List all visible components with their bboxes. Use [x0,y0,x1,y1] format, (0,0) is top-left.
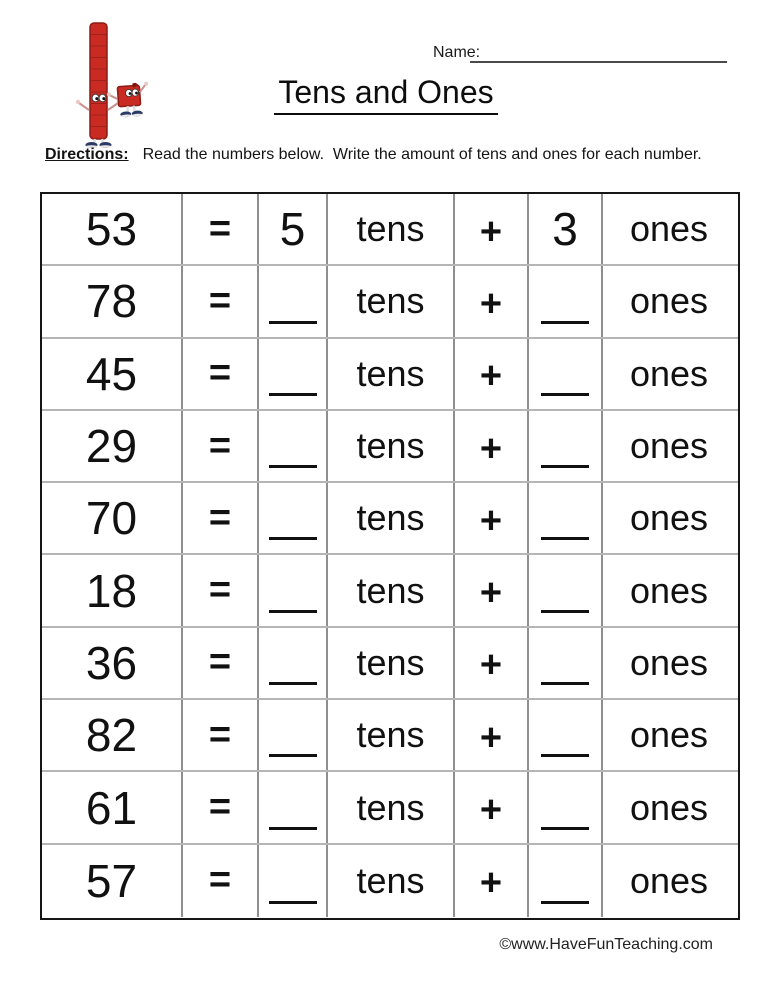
table-row [42,483,738,555]
tens-label: tens [328,628,455,698]
tens-label: tens [328,555,455,625]
ones-value-cell [529,555,603,625]
blank-line [541,321,589,324]
blank-line [269,901,317,904]
table-row [42,555,738,627]
page-title: Tens and Ones [274,74,497,115]
blank-line [541,537,589,540]
copyright-credit: ©www.HaveFunTeaching.com [499,936,713,953]
name-blank-line [470,61,727,63]
name-label: Name: [433,44,481,61]
plus-sign: + [455,555,529,625]
blank-line [541,901,589,904]
table-row [42,772,738,844]
number-cell: 78 [42,266,183,336]
tens-value-cell [259,628,328,698]
ones-value-cell [529,628,603,698]
number-cell: 29 [42,411,183,481]
ones-value-cell [529,339,603,409]
blank-line [269,321,317,324]
number-cell: 18 [42,555,183,625]
ones-label: ones [629,497,709,539]
number-cell: 36 [42,628,183,698]
equals-sign: = [183,555,259,625]
number-cell: 57 [42,845,183,917]
tens-label: tens [328,194,455,264]
tens-label: tens [328,700,455,770]
equals-sign: = [183,483,259,553]
number-cell: 70 [42,483,183,553]
equals-sign: = [183,845,259,917]
tens-value-cell: 5 [259,194,328,264]
equals-sign: = [183,772,259,842]
equals-sign: = [183,628,259,698]
blank-line [541,827,589,830]
tens-value-cell [259,411,328,481]
table-row [42,194,738,266]
ones-label: ones [629,786,709,828]
ones-label: ones [629,714,709,756]
tens-label: tens [328,339,455,409]
ones-label: ones [629,641,709,683]
blank-line [269,537,317,540]
directions-label: Directions: [45,146,129,163]
blank-line [269,465,317,468]
tens-value-cell [259,555,328,625]
blank-line [269,682,317,685]
plus-sign: + [455,700,529,770]
ones-label: ones [629,208,709,250]
ones-value-cell [529,411,603,481]
plus-sign: + [455,483,529,553]
ones-label: ones [629,280,709,322]
tens-label: tens [328,411,455,481]
table-row [42,411,738,483]
equals-sign: = [183,700,259,770]
blank-line [541,682,589,685]
table-row [42,628,738,700]
plus-sign: + [455,194,529,264]
table-row [42,845,738,917]
number-cell: 53 [42,194,183,264]
ones-value-cell [529,845,603,917]
equals-sign: = [183,194,259,264]
ones-value-cell [529,266,603,336]
number-cell: 61 [42,772,183,842]
blank-line [541,393,589,396]
ones-label: ones [629,425,709,467]
plus-sign: + [455,845,529,917]
tens-value-cell [259,845,328,917]
tens-value-cell [259,483,328,553]
blank-line [541,610,589,613]
number-cell: 82 [42,700,183,770]
directions [45,146,702,164]
tens-label: tens [328,772,455,842]
equals-sign: = [183,411,259,481]
blank-line [269,610,317,613]
blank-line [269,827,317,830]
blank-line [269,393,317,396]
tens-label: tens [328,845,455,917]
equals-sign: = [183,339,259,409]
tens-value-cell [259,339,328,409]
tens-value-cell [259,266,328,336]
plus-sign: + [455,266,529,336]
table-row [42,700,738,772]
plus-sign: + [455,339,529,409]
tens-label: tens [328,266,455,336]
plus-sign: + [455,628,529,698]
table-row [42,266,738,338]
number-cell: 45 [42,339,183,409]
blank-line [541,754,589,757]
ones-value-cell [529,772,603,842]
tens-value-cell [259,772,328,842]
ones-label: ones [629,569,709,611]
plus-sign: + [455,411,529,481]
tens-value-cell [259,700,328,770]
table-row [42,339,738,411]
blank-line [269,754,317,757]
ones-value-cell [529,700,603,770]
ones-value-cell [529,483,603,553]
blank-line [541,465,589,468]
ones-label: ones [629,859,709,901]
equals-sign: = [183,266,259,336]
ones-label: ones [629,352,709,394]
tens-label: tens [328,483,455,553]
worksheet-table [40,192,740,920]
plus-sign: + [455,772,529,842]
directions-text: Read the numbers below. Write the amount of tens and ones for each number. [142,146,702,163]
ones-value-cell: 3 [529,194,603,264]
